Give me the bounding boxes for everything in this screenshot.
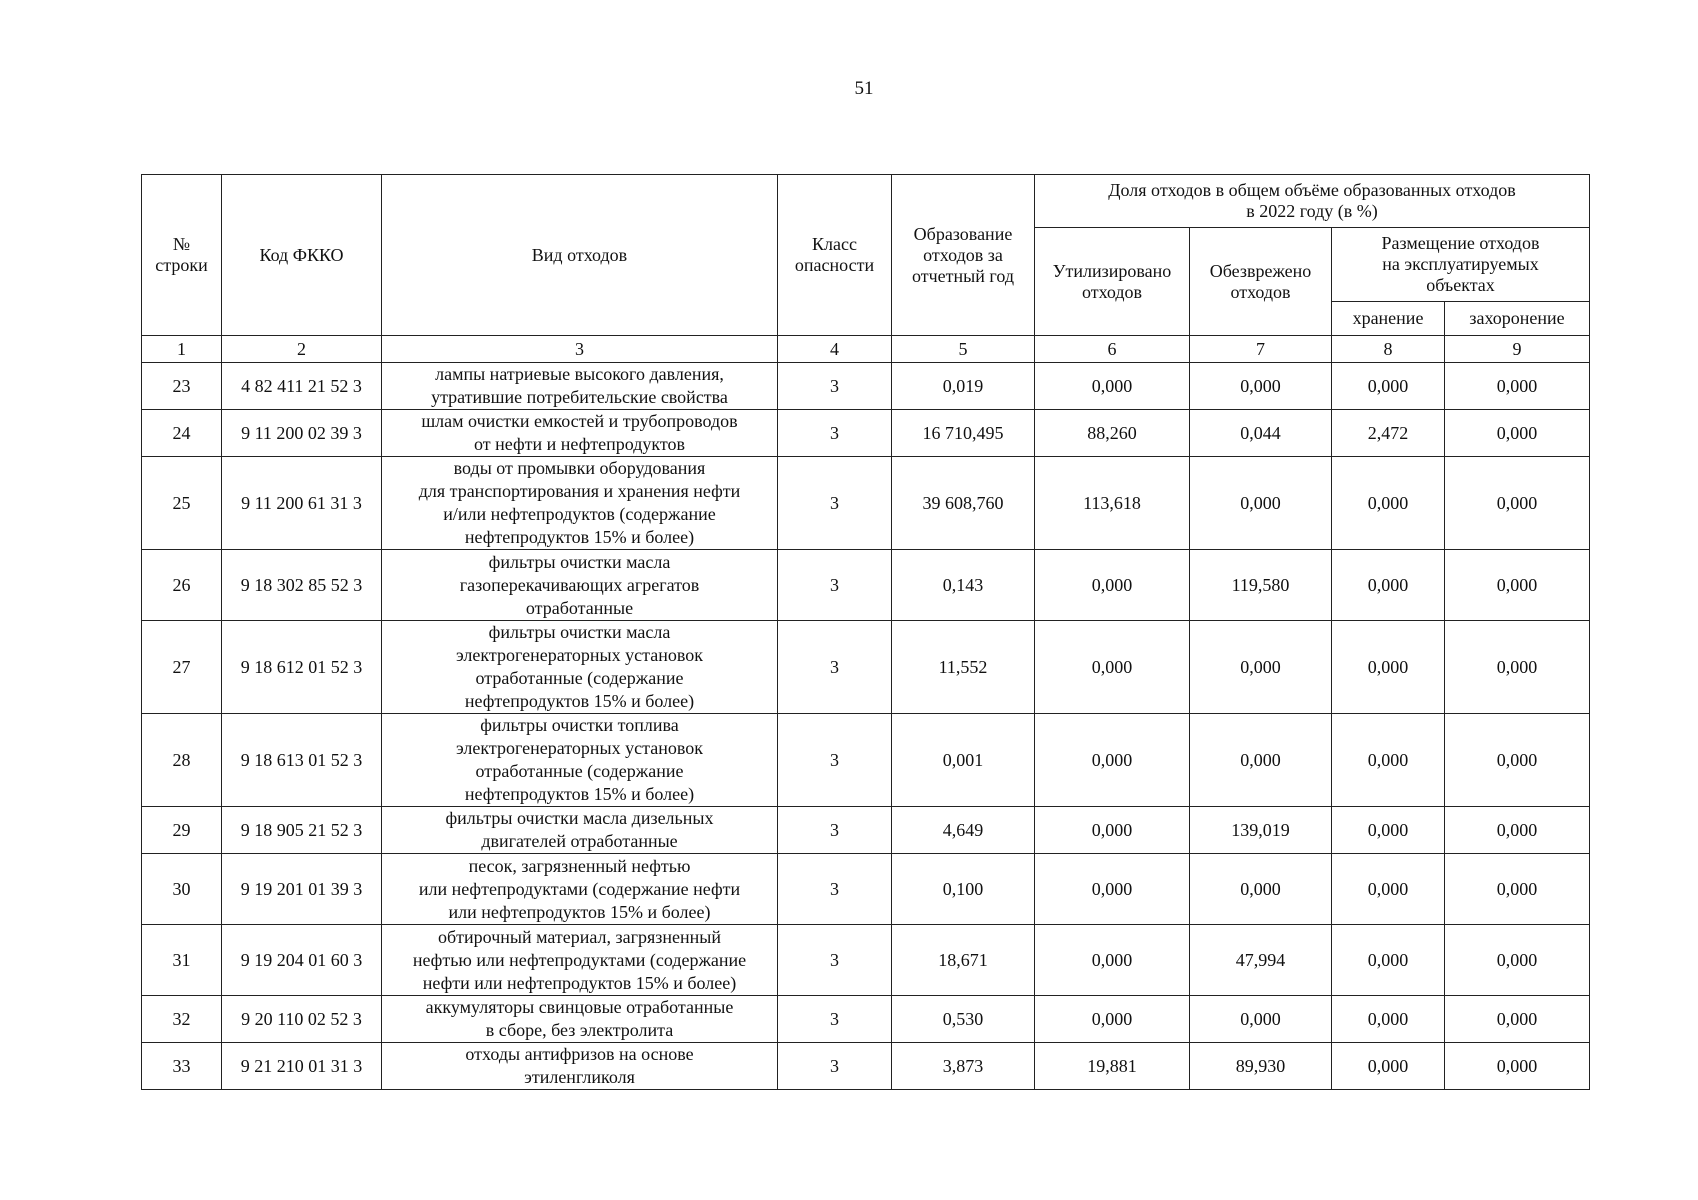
neutralized-cell: 119,580 [1190,550,1332,621]
fkko-code-cell: 9 19 201 01 39 3 [222,854,382,925]
burial-cell: 0,000 [1445,363,1590,410]
fkko-code-cell: 9 18 612 01 52 3 [222,621,382,714]
waste-type-cell: отходы антифризов на основе этиленгликоля [382,1043,778,1090]
fkko-code-cell: 9 21 210 01 31 3 [222,1043,382,1090]
burial-cell: 0,000 [1445,714,1590,807]
table-header [142,175,1590,363]
burial-cell: 0,000 [1445,996,1590,1043]
hazard-class-cell: 3 [778,925,892,996]
row-number-cell: 23 [142,363,222,410]
waste-type-cell: воды от промывки оборудования для транспортирования и хранения нефти и/или нефтепродуктов (содержание нефтепродуктов 15% и более) [382,457,778,550]
waste-type-cell: аккумуляторы свинцовые отработанные в сборе, без электролита [382,996,778,1043]
storage-cell: 0,000 [1332,714,1445,807]
neutralized-cell: 0,000 [1190,621,1332,714]
waste-type-cell: лампы натриевые высокого давления, утратившие потребительские свойства [382,363,778,410]
header-row-no: № строки [142,175,222,336]
waste-type-cell: шлам очистки емкостей и трубопроводов от нефти и нефтепродуктов [382,410,778,457]
utilized-cell: 113,618 [1035,457,1190,550]
column-number: 4 [778,336,892,363]
neutralized-cell: 0,044 [1190,410,1332,457]
generated-cell: 0,530 [892,996,1035,1043]
utilized-cell: 0,000 [1035,996,1190,1043]
utilized-cell: 0,000 [1035,621,1190,714]
generated-cell: 0,001 [892,714,1035,807]
row-number-cell: 30 [142,854,222,925]
storage-cell: 0,000 [1332,854,1445,925]
table-row [142,550,1590,621]
storage-cell: 0,000 [1332,621,1445,714]
utilized-cell: 0,000 [1035,363,1190,410]
hazard-class-cell: 3 [778,363,892,410]
neutralized-cell: 0,000 [1190,714,1332,807]
burial-cell: 0,000 [1445,925,1590,996]
column-number: 7 [1190,336,1332,363]
utilized-cell: 88,260 [1035,410,1190,457]
row-number-cell: 32 [142,996,222,1043]
table-row [142,410,1590,457]
column-number: 2 [222,336,382,363]
fkko-code-cell: 9 18 302 85 52 3 [222,550,382,621]
generated-cell: 11,552 [892,621,1035,714]
row-number-cell: 25 [142,457,222,550]
utilized-cell: 0,000 [1035,550,1190,621]
hazard-class-cell: 3 [778,621,892,714]
neutralized-cell: 0,000 [1190,996,1332,1043]
burial-cell: 0,000 [1445,550,1590,621]
row-number-cell: 28 [142,714,222,807]
storage-cell: 0,000 [1332,807,1445,854]
header-generated: Образование отходов за отчетный год [892,175,1035,336]
header-neutralized: Обезврежено отходов [1190,228,1332,336]
table-row [142,925,1590,996]
column-number: 8 [1332,336,1445,363]
hazard-class-cell: 3 [778,457,892,550]
burial-cell: 0,000 [1445,457,1590,550]
fkko-code-cell: 4 82 411 21 52 3 [222,363,382,410]
storage-cell: 0,000 [1332,363,1445,410]
utilized-cell: 0,000 [1035,925,1190,996]
storage-cell: 0,000 [1332,996,1445,1043]
hazard-class-cell: 3 [778,410,892,457]
table-row [142,807,1590,854]
row-number-cell: 29 [142,807,222,854]
generated-cell: 4,649 [892,807,1035,854]
hazard-class-cell: 3 [778,807,892,854]
row-number-cell: 27 [142,621,222,714]
waste-type-cell: фильтры очистки топлива электрогенераторных установок отработанные (содержание нефтепродуктов 15% и более) [382,714,778,807]
burial-cell: 0,000 [1445,854,1590,925]
row-number-cell: 33 [142,1043,222,1090]
utilized-cell: 0,000 [1035,714,1190,807]
header-type: Вид отходов [382,175,778,336]
table-row [142,996,1590,1043]
generated-cell: 0,100 [892,854,1035,925]
column-number-row [142,336,1590,363]
burial-cell: 0,000 [1445,410,1590,457]
hazard-class-cell: 3 [778,714,892,807]
storage-cell: 0,000 [1332,457,1445,550]
header-placement-group: Размещение отходов на эксплуатируемых объектах [1332,228,1590,302]
neutralized-cell: 89,930 [1190,1043,1332,1090]
storage-cell: 2,472 [1332,410,1445,457]
storage-cell: 0,000 [1332,1043,1445,1090]
table-body [142,363,1590,1090]
table-row [142,714,1590,807]
storage-cell: 0,000 [1332,925,1445,996]
neutralized-cell: 0,000 [1190,457,1332,550]
utilized-cell: 19,881 [1035,1043,1190,1090]
fkko-code-cell: 9 11 200 61 31 3 [222,457,382,550]
neutralized-cell: 0,000 [1190,854,1332,925]
column-number: 1 [142,336,222,363]
row-number-cell: 26 [142,550,222,621]
page-number: 51 [854,78,874,99]
hazard-class-cell: 3 [778,1043,892,1090]
neutralized-cell: 139,019 [1190,807,1332,854]
fkko-code-cell: 9 20 110 02 52 3 [222,996,382,1043]
hazard-class-cell: 3 [778,996,892,1043]
table-row [142,1043,1590,1090]
utilized-cell: 0,000 [1035,854,1190,925]
row-number-cell: 24 [142,410,222,457]
header-hazard-class: Класс опасности [778,175,892,336]
header-burial: захоронение [1445,302,1590,336]
burial-cell: 0,000 [1445,807,1590,854]
header-storage: хранение [1332,302,1445,336]
table-row [142,457,1590,550]
waste-type-cell: обтирочный материал, загрязненный нефтью или нефтепродуктами (содержание нефти или нефтепродуктов 15% и более) [382,925,778,996]
column-number: 6 [1035,336,1190,363]
column-number: 3 [382,336,778,363]
row-number-cell: 31 [142,925,222,996]
generated-cell: 39 608,760 [892,457,1035,550]
burial-cell: 0,000 [1445,1043,1590,1090]
utilized-cell: 0,000 [1035,807,1190,854]
column-number: 5 [892,336,1035,363]
generated-cell: 16 710,495 [892,410,1035,457]
hazard-class-cell: 3 [778,854,892,925]
storage-cell: 0,000 [1332,550,1445,621]
generated-cell: 3,873 [892,1043,1035,1090]
waste-type-cell: песок, загрязненный нефтью или нефтепродуктами (содержание нефти или нефтепродуктов 15% и более) [382,854,778,925]
hazard-class-cell: 3 [778,550,892,621]
fkko-code-cell: 9 19 204 01 60 3 [222,925,382,996]
generated-cell: 0,143 [892,550,1035,621]
generated-cell: 0,019 [892,363,1035,410]
fkko-code-cell: 9 18 905 21 52 3 [222,807,382,854]
header-code: Код ФККО [222,175,382,336]
burial-cell: 0,000 [1445,621,1590,714]
waste-type-cell: фильтры очистки масла электрогенераторных установок отработанные (содержание нефтепродуктов 15% и более) [382,621,778,714]
generated-cell: 18,671 [892,925,1035,996]
neutralized-cell: 47,994 [1190,925,1332,996]
waste-table [141,174,1590,1090]
waste-type-cell: фильтры очистки масла дизельных двигателей отработанные [382,807,778,854]
fkko-code-cell: 9 18 613 01 52 3 [222,714,382,807]
waste-type-cell: фильтры очистки масла газоперекачивающих агрегатов отработанные [382,550,778,621]
fkko-code-cell: 9 11 200 02 39 3 [222,410,382,457]
header-share-group: Доля отходов в общем объёме образованных отходов в 2022 году (в %) [1035,175,1590,228]
column-number: 9 [1445,336,1590,363]
header-utilized: Утилизировано отходов [1035,228,1190,336]
table-row [142,621,1590,714]
table-row [142,854,1590,925]
neutralized-cell: 0,000 [1190,363,1332,410]
table-row [142,363,1590,410]
